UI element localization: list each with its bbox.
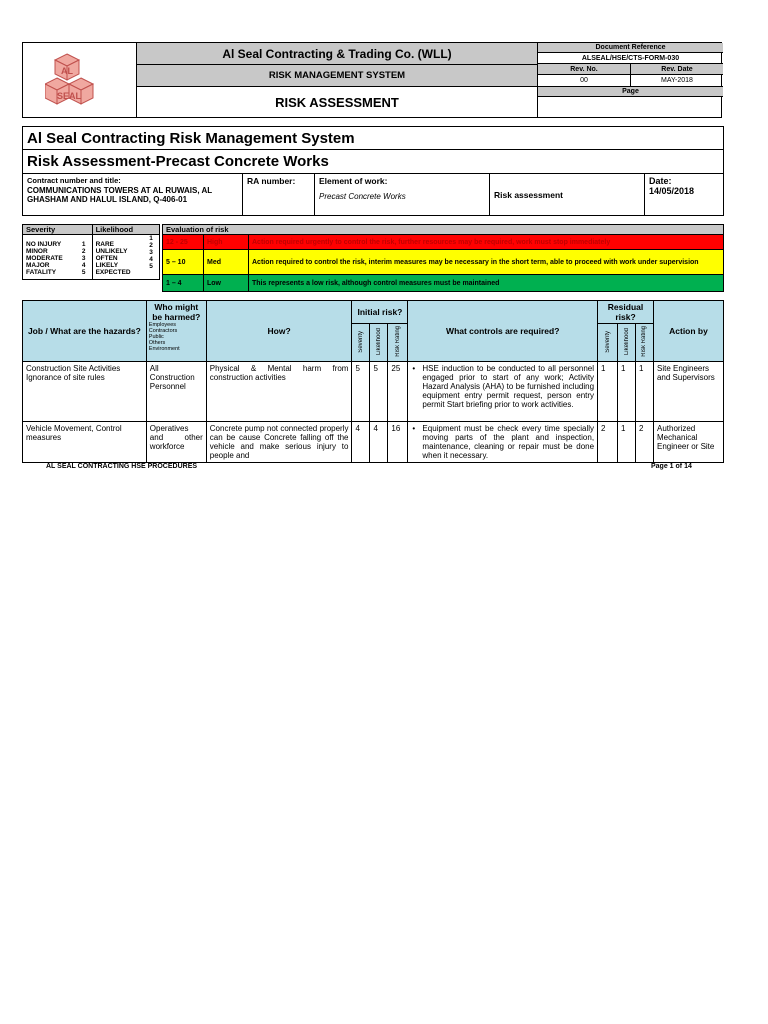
date-label: Date:	[649, 176, 672, 186]
table-row: Construction Site Activities Ignorance of site rules All Construction Personnel Physical & Mental harm from construction activities 5 5 25 • HSE induction to be conducted to all personnel engaged prior to start of any work; Activity Hazard Analysis (AHA) to be furnished including equipment entry permit request, person entry permit Start briefing prior to work activities. 1 1 1 Site Engineers and Supervisors	[23, 362, 724, 422]
residual-likelihood-header: Likelihood	[623, 327, 630, 356]
date-value: 14/05/2018	[649, 186, 695, 196]
col-who-header: Who might be harmed? Employees Contractors Public Others Environment	[146, 301, 206, 362]
col-initial-header: Initial risk?	[352, 301, 408, 324]
company-logo	[23, 43, 137, 117]
initial-rating-header: Risk Rating	[394, 326, 401, 357]
risk-evaluation-legend	[22, 224, 726, 292]
element-value: Precast Concrete Works	[319, 192, 406, 201]
col-job-header: Job / What are the hazards?	[23, 301, 147, 362]
col-how-header: How?	[206, 301, 352, 362]
system-title: Al Seal Contracting Risk Management System	[23, 127, 723, 150]
risk-assessment-table	[22, 300, 724, 463]
contract-cell	[23, 174, 243, 215]
element-label: Element of work:	[319, 176, 388, 186]
col-controls-header: What controls are required?	[408, 301, 598, 362]
document-header	[22, 42, 722, 118]
risk-level-high: 12 - 25 High Action required urgently to control the risk, further resources may be required, work must stop immediately	[163, 235, 724, 250]
element-cell	[315, 174, 490, 215]
doc-ref-value: ALSEAL/HSE/CTS-FORM-030	[538, 53, 723, 64]
svg-text:AL: AL	[60, 66, 73, 76]
severity-list: NO INJURY MINOR MODERATE MAJOR FATALITY	[23, 235, 79, 280]
evaluation-header: Evaluation of risk	[163, 225, 724, 235]
col-action-header: Action by	[653, 301, 723, 362]
risk-level-low: 1 – 4 Low This represents a low risk, although control measures must be maintained	[163, 275, 724, 292]
ra-number-cell	[243, 174, 315, 215]
document-title: RISK ASSESSMENT	[137, 87, 537, 117]
initial-likelihood-header: Likelihood	[375, 327, 382, 356]
likelihood-list: RARE UNLIKELY OFTEN LIKELY EXPECTED	[92, 235, 146, 280]
rev-date-value: MAY-2018	[631, 75, 723, 87]
rev-date-label: Rev. Date	[631, 64, 723, 75]
rev-no-value: 00	[538, 75, 631, 87]
page-label: Page	[538, 87, 723, 97]
residual-severity-header: Severity	[604, 330, 611, 353]
col-residual-header: Residual risk?	[598, 301, 654, 324]
rev-no-label: Rev. No.	[538, 64, 631, 75]
contract-value: COMMUNICATIONS TOWERS AT AL RUWAIS, AL GHASHAM AND HALUL ISLAND, Q-406-01	[27, 186, 213, 204]
ra-number-label: RA number:	[247, 176, 296, 186]
system-name: RISK MANAGEMENT SYSTEM	[137, 65, 537, 87]
residual-rating-header: Risk Rating	[641, 326, 648, 357]
table-row: Vehicle Movement, Control measures Operatives and other workforce Concrete pump not connected properly can be cause Concrete falling off the vehicle and make serious injury to people and 4 4 16 • Equipment must be check every time specially moving parts of the plant and inspection, maintenance, cleaning or repair must be done when it necessary. 2 1 2 Authorized Mechanical Engineer or Site	[23, 422, 724, 463]
doc-ref-label: Document Reference	[538, 43, 723, 53]
assessment-title: Risk Assessment-Precast Concrete Works	[23, 150, 723, 174]
footer-procedures: AL SEAL CONTRACTING HSE PROCEDURES	[46, 463, 198, 470]
severity-numbers: 1 2 3 4 5	[79, 235, 92, 280]
assessment-title-block	[22, 126, 724, 216]
ra-type: Risk assessment	[490, 174, 645, 215]
initial-severity-header: Severity	[357, 330, 364, 353]
severity-header: Severity	[23, 225, 93, 235]
risk-level-medium: 5 – 10 Med Action required to control the risk, interim measures may be necessary in the short term, able to proceed with work under supervision	[163, 250, 724, 275]
date-cell	[645, 174, 723, 215]
contract-label: Contract number and title:	[27, 176, 121, 185]
likelihood-header: Likelihood	[92, 225, 159, 235]
svg-text:SEAL: SEAL	[56, 91, 81, 101]
company-name: Al Seal Contracting & Trading Co. (WLL)	[137, 43, 537, 65]
document-reference-box	[537, 43, 723, 117]
page-number: Page 1 of 14	[651, 463, 692, 470]
likelihood-numbers: 1 2 3 4 5	[146, 235, 159, 280]
